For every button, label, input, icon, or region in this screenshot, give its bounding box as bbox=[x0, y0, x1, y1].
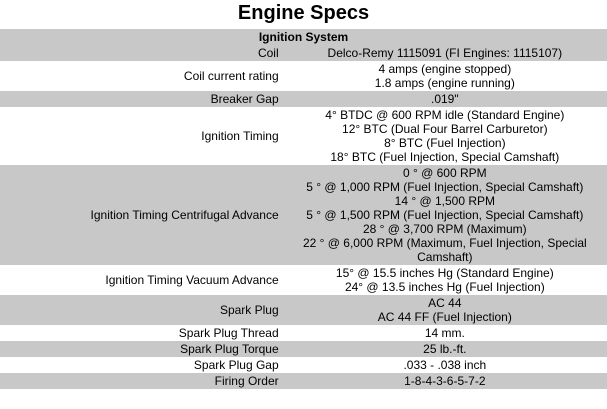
value-line: 15° @ 15.5 inches Hg (Standard Engine) bbox=[335, 266, 554, 280]
row-value bbox=[283, 325, 607, 341]
table-row bbox=[0, 265, 607, 295]
row-label: Firing Order bbox=[0, 373, 283, 389]
value-line: 12° BTC (Dual Four Barrel Carburetor) bbox=[342, 122, 548, 136]
page-title: Engine Specs bbox=[237, 2, 370, 24]
row-value bbox=[283, 373, 607, 389]
row-value bbox=[283, 265, 607, 295]
value-line: 1-8-4-3-6-5-7-2 bbox=[404, 374, 486, 388]
row-value bbox=[283, 165, 607, 265]
value-line: 5 ° @ 1,500 RPM (Fuel Injection, Special Camshaft) bbox=[306, 208, 584, 222]
table-row bbox=[0, 373, 607, 389]
table-row bbox=[0, 295, 607, 325]
value-line: AC 44 bbox=[428, 296, 462, 310]
value-line: .019" bbox=[431, 92, 459, 106]
ignition-system-table bbox=[0, 29, 607, 389]
value-line: 25 lb.-ft. bbox=[423, 342, 467, 356]
table-row bbox=[0, 165, 607, 265]
row-label: Spark Plug bbox=[0, 295, 283, 325]
row-value bbox=[283, 91, 607, 107]
row-label: Ignition Timing bbox=[0, 107, 283, 165]
value-line: 4° BTDC @ 600 RPM idle (Standard Engine) bbox=[325, 108, 565, 122]
value-line: 22 ° @ 6,000 RPM (Maximum, Fuel Injection, Special Camshaft) bbox=[302, 236, 587, 264]
row-value bbox=[283, 107, 607, 165]
row-label: Coil bbox=[0, 45, 283, 61]
table-row bbox=[0, 325, 607, 341]
row-label: Spark Plug Thread bbox=[0, 325, 283, 341]
value-line: 0 ° @ 600 RPM bbox=[402, 166, 487, 180]
table-row bbox=[0, 61, 607, 91]
value-line: 14 mm. bbox=[424, 326, 465, 340]
row-value bbox=[283, 341, 607, 357]
value-line: 4 amps (engine stopped) bbox=[378, 62, 512, 76]
value-line: 5 ° @ 1,000 RPM (Fuel Injection, Special Camshaft) bbox=[306, 180, 584, 194]
value-line: 14 ° @ 1,500 RPM bbox=[394, 194, 495, 208]
table-row bbox=[0, 45, 607, 61]
row-label: Coil current rating bbox=[0, 61, 283, 91]
value-line: 24° @ 13.5 inches Hg (Fuel Injection) bbox=[344, 280, 545, 294]
value-line: 1.8 amps (engine running) bbox=[374, 76, 515, 90]
row-label: Spark Plug Gap bbox=[0, 357, 283, 373]
table-body bbox=[0, 29, 607, 389]
table-row bbox=[0, 341, 607, 357]
value-line: 28 ° @ 3,700 RPM (Maximum) bbox=[362, 222, 527, 236]
table-row bbox=[0, 91, 607, 107]
value-line: 18° BTC (Fuel Injection, Special Camshaft) bbox=[330, 150, 560, 164]
table-section-header bbox=[0, 29, 607, 45]
value-line: Delco-Remy 1115091 (FI Engines: 1115107) bbox=[327, 46, 563, 60]
row-label: Ignition Timing Vacuum Advance bbox=[0, 265, 283, 295]
row-value bbox=[283, 45, 607, 61]
row-label: Ignition Timing Centrifugal Advance bbox=[0, 165, 283, 265]
section-header-label: Ignition System bbox=[0, 29, 607, 45]
value-line: AC 44 FF (Fuel Injection) bbox=[377, 310, 512, 324]
row-value bbox=[283, 61, 607, 91]
row-label: Spark Plug Torque bbox=[0, 341, 283, 357]
row-label: Breaker Gap bbox=[0, 91, 283, 107]
table-row bbox=[0, 107, 607, 165]
table-row bbox=[0, 357, 607, 373]
row-value bbox=[283, 357, 607, 373]
row-value bbox=[283, 295, 607, 325]
value-line: .033 - .038 inch bbox=[403, 358, 487, 372]
value-line: 8° BTC (Fuel Injection) bbox=[384, 136, 506, 150]
